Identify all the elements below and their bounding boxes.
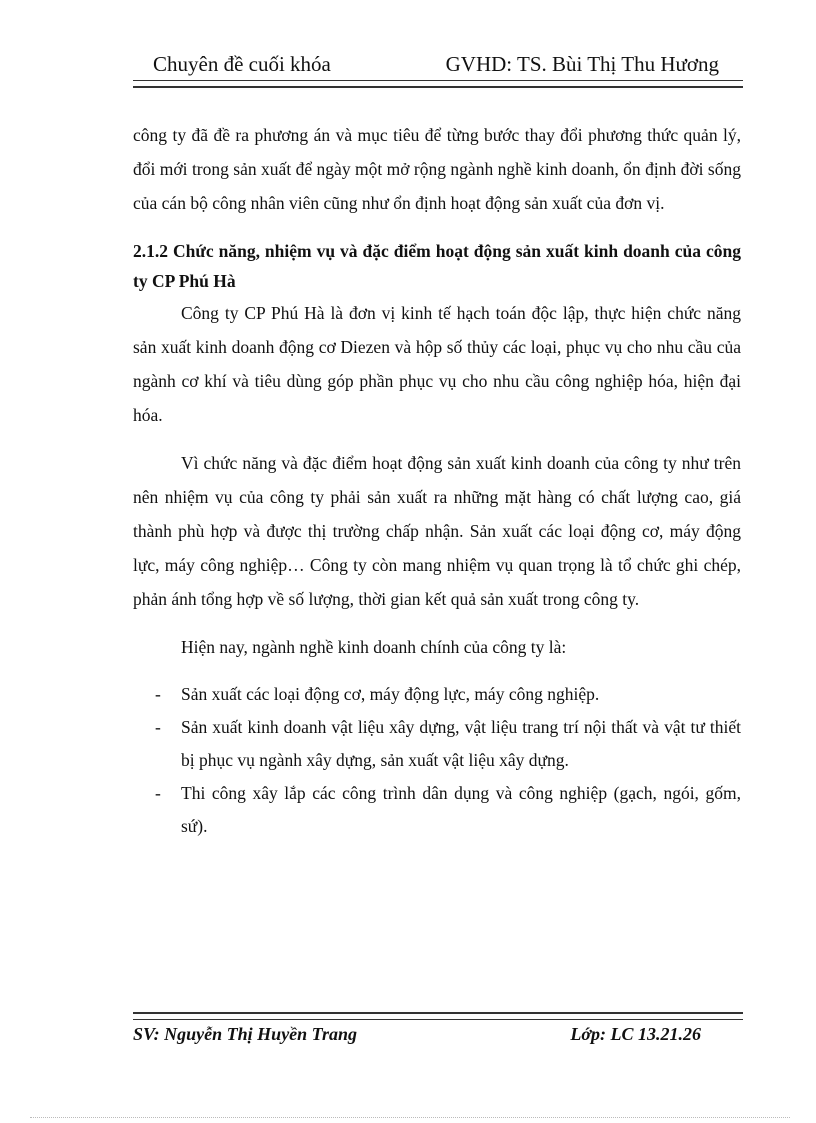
paragraph-business-lines: Hiện nay, ngành nghề kinh doanh chính của công ty là:: [181, 637, 567, 657]
list-item: [133, 777, 741, 843]
bullet-dash: -: [155, 684, 161, 704]
header-supervisor: GVHD: TS. Bùi Thị Thu Hương: [445, 52, 719, 76]
page-body: [133, 118, 741, 843]
list-item-text: Sản xuất các loại động cơ, máy động lực, máy công nghiệp.: [181, 684, 600, 704]
list-item-text: Sản xuất kinh doanh vật liệu xây dựng, vật liệu trang trí nội thất và vật tư thiết bị phục vụ ngành xây dựng, sản xuất vật liệu xây dựng.: [181, 717, 741, 770]
section-heading: 2.1.2 Chức năng, nhiệm vụ và đặc điểm hoạt động sản xuất kinh doanh của công ty CP Phú Hà: [133, 241, 741, 291]
paragraph-duties: Vì chức năng và đặc điểm hoạt động sản xuất kinh doanh của công ty như trên nên nhiệm vụ của công ty phải sản xuất ra những mặt hàng có chất lượng cao, giá thành phù hợp và được thị trường chấp nhận. Sản xuất các loại động cơ, máy động lực, máy công nghiệp… Công ty còn mang nhiệm vụ quan trọng là tổ chức ghi chép, phản ánh tổng hợp về số lượng, thời gian kết quả sản xuất trong công ty.: [133, 453, 741, 609]
list-item-text: Thi công xây lắp các công trình dân dụng và công nghiệp (gạch, ngói, gốm, sứ).: [181, 783, 741, 836]
paragraph-functions: Công ty CP Phú Hà là đơn vị kinh tế hạch toán độc lập, thực hiện chức năng sản xuất kinh doanh động cơ Diezen và hộp số thủy các loại, phục vụ cho nhu cầu của ngành cơ khí và tiêu dùng góp phần phục vụ cho nhu cầu công nghiệp hóa, hiện đại hóa.: [133, 303, 741, 425]
footer-student: SV: Nguyễn Thị Huyền Trang: [133, 1024, 358, 1044]
page-footer: [133, 1012, 743, 1052]
header-course-title: Chuyên đề cuối khóa: [153, 52, 331, 76]
bullet-dash: -: [155, 783, 161, 803]
list-item: [133, 711, 741, 777]
list-item: [133, 678, 741, 711]
page-edge-dotted-line: [30, 1117, 790, 1118]
footer-class: Lớp: LC 13.21.26: [570, 1024, 701, 1044]
footer-rule: [133, 1012, 743, 1020]
intro-paragraph: công ty đã đề ra phương án và mục tiêu để từng bước thay đổi phương thức quản lý, đổi mới trong sản xuất để ngày một mở rộng ngành nghề kinh doanh, ổn định đời sống của cán bộ công nhân viên cũng như ổn định hoạt động sản xuất của đơn vị.: [133, 125, 741, 213]
bullet-dash: -: [155, 717, 161, 737]
business-lines-list: [133, 678, 741, 843]
header-rule: [133, 80, 743, 88]
page-header: [133, 50, 743, 82]
